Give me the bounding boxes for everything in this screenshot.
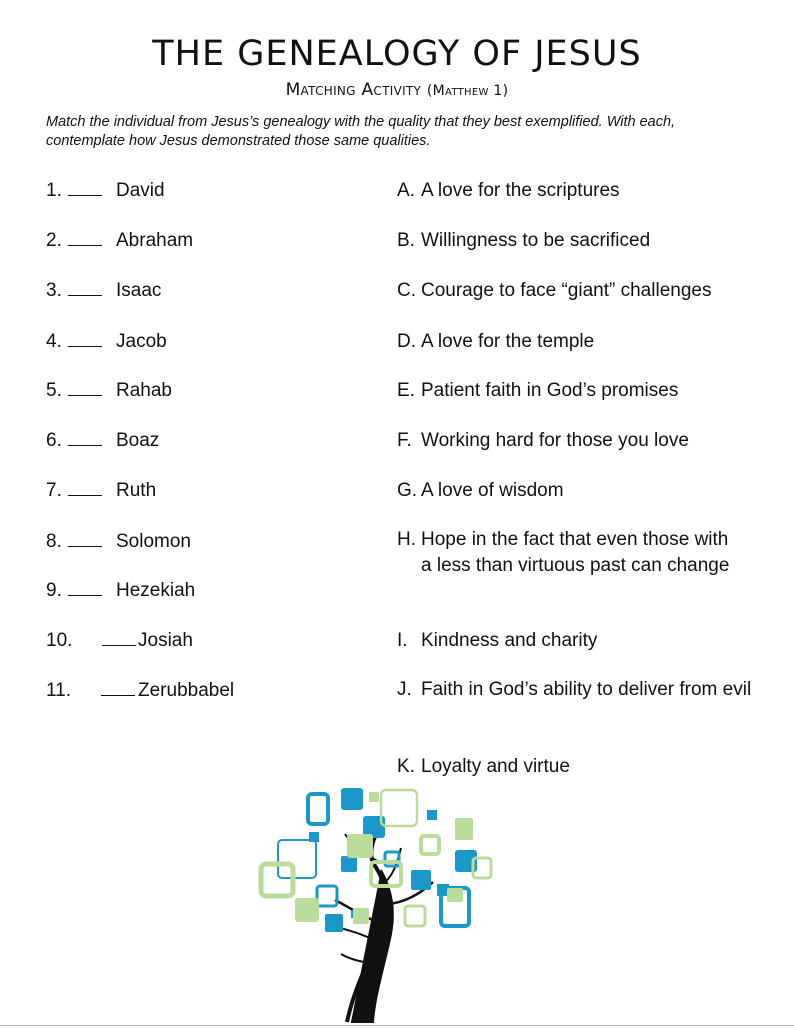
quality-option	[397, 527, 737, 578]
quality-text: Loyalty and virtue	[421, 756, 570, 777]
quality-letter: E.	[397, 380, 415, 401]
quality-option	[397, 428, 767, 454]
quality-text: A love for the temple	[421, 331, 595, 352]
quality-option	[397, 628, 767, 654]
quality-text: A love for the scriptures	[421, 180, 620, 201]
answer-blank[interactable]	[102, 631, 136, 646]
answer-blank[interactable]	[68, 532, 102, 547]
quality-option	[397, 329, 767, 355]
person-row	[46, 180, 165, 202]
answer-blank[interactable]	[68, 332, 102, 347]
person-row	[46, 680, 235, 702]
person-name: Hezekiah	[116, 580, 196, 601]
quality-text: Hope in the fact that even those with a less than virtuous past can change	[421, 529, 730, 576]
person-number: 11.	[46, 680, 72, 701]
quality-text: Willingness to be sacrificed	[421, 230, 651, 251]
quality-letter: D.	[397, 331, 416, 352]
quality-letter: C.	[397, 280, 416, 301]
person-number: 5.	[46, 380, 62, 401]
quality-option	[397, 278, 767, 304]
person-number: 9.	[46, 580, 62, 601]
quality-letter: J.	[397, 679, 412, 700]
page-subtitle	[0, 80, 794, 100]
person-name: Abraham	[116, 230, 194, 251]
quality-option	[397, 754, 767, 780]
person-number: 3.	[46, 280, 62, 301]
answer-blank[interactable]	[68, 431, 102, 446]
quality-option	[397, 378, 767, 404]
quality-option	[397, 228, 767, 254]
page-title: THE GENEALOGY OF JESUS	[152, 34, 642, 74]
subtitle-text: Matching Activity	[285, 80, 422, 100]
quality-letter: I.	[397, 630, 408, 651]
quality-text: A love of wisdom	[421, 480, 564, 501]
page-bottom-divider	[0, 1025, 794, 1026]
person-name: Isaac	[116, 280, 162, 301]
quality-option	[397, 178, 767, 204]
quality-letter: A.	[397, 180, 415, 201]
tree-icon	[255, 784, 500, 1024]
person-number: 8.	[46, 531, 62, 552]
person-name: Boaz	[116, 430, 160, 451]
person-row	[46, 531, 191, 553]
person-row	[46, 580, 196, 602]
answer-blank[interactable]	[101, 681, 135, 696]
answer-blank[interactable]	[68, 481, 102, 496]
person-number: 7.	[46, 480, 62, 501]
quality-letter: H.	[397, 529, 416, 550]
answer-blank[interactable]	[68, 381, 102, 396]
person-row	[46, 331, 167, 353]
person-number: 1.	[46, 180, 62, 201]
quality-text: Working hard for those you love	[421, 430, 689, 451]
person-name: Solomon	[116, 531, 191, 552]
person-name: Josiah	[138, 630, 193, 651]
person-row	[46, 280, 162, 302]
person-name: Zerubbabel	[138, 680, 235, 701]
person-name: David	[116, 180, 165, 201]
person-row	[46, 380, 172, 402]
instructions: Match the individual from Jesus’s genealogy with the quality that they best exemplified. With each, contemplate how Jesus demonstrated those same qualities.	[46, 114, 676, 149]
person-number: 4.	[46, 331, 62, 352]
quality-text: Faith in God’s ability to deliver from evil	[421, 679, 752, 700]
answer-blank[interactable]	[68, 181, 102, 196]
quality-text: Kindness and charity	[421, 630, 598, 651]
person-number: 10.	[46, 630, 73, 651]
answer-blank[interactable]	[68, 281, 102, 296]
quality-letter: F.	[397, 430, 412, 451]
quality-letter: G.	[397, 480, 418, 501]
answer-blank[interactable]	[68, 581, 102, 596]
person-row	[46, 630, 193, 652]
person-number: 6.	[46, 430, 62, 451]
person-number: 2.	[46, 230, 62, 251]
quality-option	[397, 478, 767, 504]
person-name: Rahab	[116, 380, 172, 401]
quality-letter: B.	[397, 230, 415, 251]
person-name: Ruth	[116, 480, 157, 501]
quality-text: Patient faith in God’s promises	[421, 380, 679, 401]
quality-letter: K.	[397, 756, 415, 777]
quality-option	[397, 677, 757, 703]
answer-blank[interactable]	[68, 231, 102, 246]
person-row	[46, 480, 157, 502]
quality-text: Courage to face “giant” challenges	[421, 280, 712, 301]
person-name: Jacob	[116, 331, 167, 352]
person-row	[46, 430, 160, 452]
person-row	[46, 230, 194, 252]
scripture-reference: (Matthew 1)	[426, 83, 509, 99]
